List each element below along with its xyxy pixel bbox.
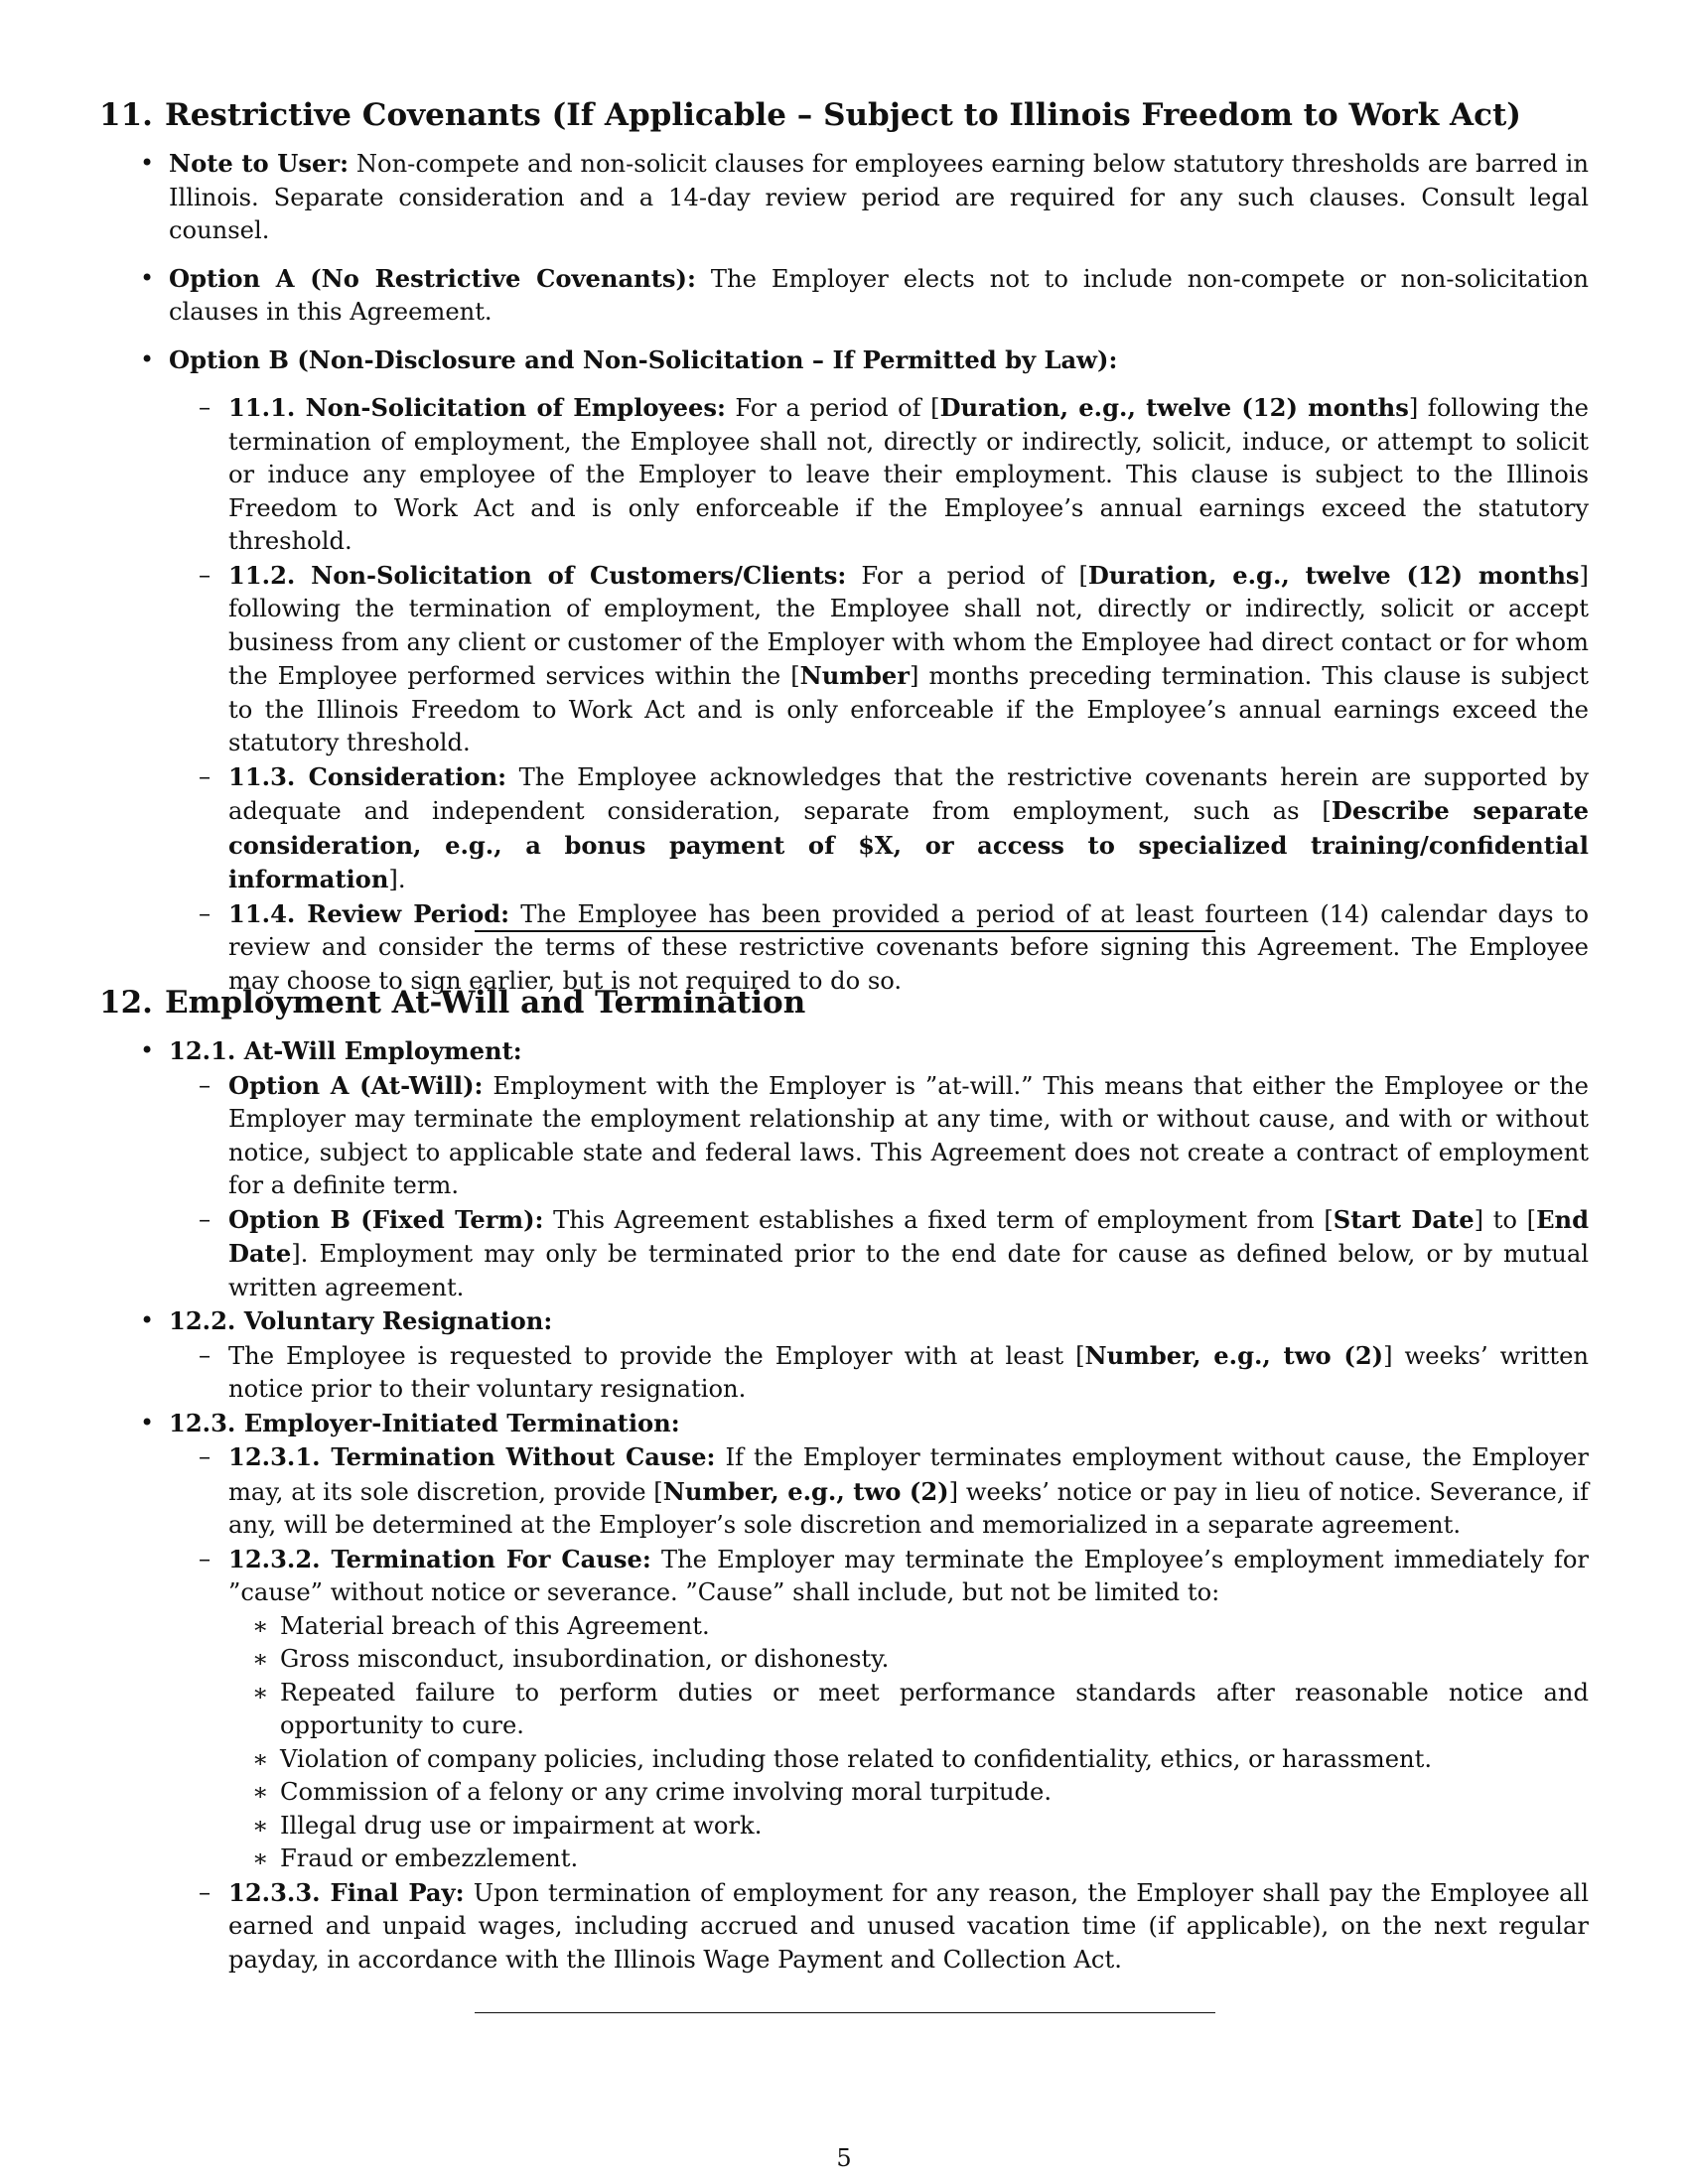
clause-12-3-3-label: 12.3.3. Final Pay: <box>228 1877 465 1907</box>
clause-12-3-1 <box>228 1440 1589 1543</box>
section-11-heading <box>99 95 1589 135</box>
section-11-title: Restrictive Covenants (If Applicable – Subject to Illinois Freedom to Work Act) <box>164 97 1521 133</box>
clause-11-1-label: 11.1. Non-Solicitation of Employees: <box>228 393 726 422</box>
clause-11-2-text-a: For a period of [ <box>846 561 1088 590</box>
clause-11-1-placeholder: Duration, e.g., twelve (12) months <box>939 393 1409 422</box>
option-b-text-c: ]. Employment may only be terminated prior to the end date for cause as defined below, or by mutual written agreement. <box>228 1240 1589 1301</box>
cause-list <box>228 1610 1589 1876</box>
subsection-12-3-items <box>169 1440 1589 1977</box>
clause-11-1-text-b: ] following the termination of employment, the Employee shall not, directly or indirectly, solicit, induce, or attempt to solicit or induce any employee of the Employer to leave their employment. This clause is subject to the Illinois Freedom to Work Act and is only enforceable if the Employee’s annual earnings exceed the statutory threshold. <box>228 394 1589 555</box>
clause-11-1-text-a: For a period of [ <box>725 394 940 422</box>
subsection-12-2 <box>169 1304 1589 1407</box>
clause-11-3-text-a: The Employee acknowledges that the restrictive covenants herein are supported by adequate and independent consideration, separate from employment, such as [ <box>228 762 1589 825</box>
subsection-12-3 <box>169 1407 1589 1978</box>
clause-11-2-placeholder-number: Number <box>799 661 910 690</box>
section-divider <box>475 930 1215 932</box>
option-b-text-a: This Agreement establishes a fixed term of employment from [ <box>543 1205 1334 1234</box>
section-12-list <box>99 1034 1589 1977</box>
clause-11-2-label: 11.2. Non-Solicitation of Customers/Clients: <box>228 560 847 590</box>
section-11-number: 11. <box>99 97 153 133</box>
clause-11-4-text: The Employee has been provided a period of at least fourteen (14) calendar days to review and consider the terms of these restrictive covenants before signing this Agreement. The Employee may choose to sign earlier, but is not required to do so. <box>228 899 1590 995</box>
cause-item: ∗ Violation of company policies, including those related to confidentiality, ethics, or harassment. <box>280 1743 1589 1777</box>
clause-12-3-2-text: The Employer may terminate the Employee’s employment immediately for ”cause” without notice or severance. ”Cause” shall include, but not be limited to: <box>228 1545 1589 1606</box>
option-b-fixed-term-label: Option B (Fixed Term): <box>228 1204 544 1234</box>
option-b-fixed-term <box>228 1203 1589 1305</box>
resignation-placeholder: Number, e.g., two (2) <box>1084 1340 1384 1370</box>
clause-11-3-placeholder: Describe separate consideration, e.g., a bonus payment of $X, or access to specialized training/confidential information <box>228 796 1589 893</box>
subsection-12-3-label: 12.3. Employer-Initiated Termination: <box>169 1408 680 1437</box>
note-to-user <box>169 147 1589 248</box>
clause-12-3-2-label: 12.3.2. Termination For Cause: <box>228 1544 651 1573</box>
option-a-no-covenants <box>169 262 1589 330</box>
cause-item: ∗ Material breach of this Agreement. <box>280 1610 1589 1644</box>
cause-item: ∗ Fraud or embezzlement. <box>280 1843 1589 1876</box>
clause-12-3-1-label: 12.3.1. Termination Without Cause: <box>228 1442 716 1471</box>
section-11-list <box>99 147 1589 998</box>
resignation-text-a: The Employee is requested to provide the Employer with at least [ <box>228 1341 1085 1370</box>
subsection-12-2-items <box>169 1339 1589 1407</box>
end-date-placeholder: End Date <box>228 1204 1589 1268</box>
section-12-heading <box>99 983 1589 1023</box>
option-a-at-will-label: Option A (At-Will): <box>228 1070 484 1100</box>
clause-11-2-placeholder-duration: Duration, e.g., twelve (12) months <box>1087 560 1580 590</box>
clause-12-3-3-text: Upon termination of employment for any reason, the Employer shall pay the Employee all earned and unpaid wages, including accrued and unused vacation time (if applicable), on the next regular payday, in accordance with the Illinois Wage Payment and Collection Act. <box>228 1878 1589 1974</box>
clause-12-3-3 <box>228 1876 1589 1978</box>
clause-12-3-2 <box>228 1543 1589 1876</box>
document-page-section-12 <box>99 983 1589 1977</box>
cause-item: ∗ Repeated failure to perform duties or meet performance standards after reasonable notice and opportunity to cure. <box>280 1677 1589 1743</box>
option-a-text: The Employer elects not to include non-compete or non-solicitation clauses in this Agreement. <box>169 264 1589 326</box>
option-a-at-will <box>228 1069 1589 1203</box>
clause-11-3 <box>228 760 1589 897</box>
option-a-label: Option A (No Restrictive Covenants): <box>169 263 696 293</box>
clause-11-1 <box>228 391 1589 559</box>
note-text: Non-compete and non-solicit clauses for employees earning below statutory thresholds are barred in Illinois. Separate consideration and a 14-day review period are required for any such clauses. Consult legal counsel. <box>169 150 1589 244</box>
option-a-at-will-text: Employment with the Employer is ”at-will.” This means that either the Employee or the Employer may terminate the employment relationship at any time, with or without cause, and with or without notice, subject to applicable state and federal laws. This Agreement does not create a contract of employment for a definite term. <box>228 1071 1589 1199</box>
cause-item: ∗ Illegal drug use or impairment at work. <box>280 1810 1589 1843</box>
clause-12-3-1-text-a: If the Employer terminates employment without cause, the Employer may, at its sole discretion, provide [ <box>228 1443 1589 1506</box>
option-b-non-solicitation <box>169 343 1589 999</box>
document-page <box>99 95 1589 998</box>
clause-12-3-1-text-b: ] weeks’ notice or pay in lieu of notice. Severance, if any, will be determined at the Employer’s sole discretion and memorialized in a separate agreement. <box>228 1477 1589 1539</box>
option-b-text-b: ] to [ <box>1474 1205 1537 1234</box>
subsection-12-1 <box>169 1034 1589 1304</box>
section-12-title: Employment At-Will and Termination <box>164 985 806 1021</box>
option-b-clauses <box>169 391 1589 998</box>
clause-11-3-text-b: ]. <box>388 866 406 893</box>
clause-11-2-text-c: ] months preceding termination. This clause is subject to the Illinois Freedom to Work Act and is only enforceable if the Employee’s annual earnings exceed the statutory threshold. <box>228 662 1589 756</box>
clause-11-3-label: 11.3. Consideration: <box>228 761 507 791</box>
cause-item: ∗ Commission of a felony or any crime involving moral turpitude. <box>280 1776 1589 1810</box>
clause-12-3-1-placeholder: Number, e.g., two (2) <box>662 1476 949 1506</box>
page-number: 5 <box>836 2144 852 2172</box>
note-label: Note to User: <box>169 149 350 178</box>
cause-item: ∗ Gross misconduct, insubordination, or dishonesty. <box>280 1643 1589 1677</box>
resignation-text-b: ] weeks’ written notice prior to their voluntary resignation. <box>228 1341 1589 1403</box>
subsection-12-2-label: 12.2. Voluntary Resignation: <box>169 1306 553 1335</box>
clause-11-2 <box>228 559 1589 760</box>
resignation-notice <box>228 1339 1589 1407</box>
subsection-12-1-label: 12.1. At-Will Employment: <box>169 1036 522 1065</box>
clause-11-4-label: 11.4. Review Period: <box>228 898 510 928</box>
option-b-label: Option B (Non-Disclosure and Non-Solicitation – If Permitted by Law): <box>169 344 1118 374</box>
bottom-divider <box>475 2012 1215 2013</box>
clause-11-2-text-b: ] following the termination of employment, the Employee shall not, directly or indirectly, solicit or accept business from any client or customer of the Employer with whom the Employee had direct contact or for whom the Employee performed services within the [ <box>228 561 1589 690</box>
start-date-placeholder: Start Date <box>1333 1204 1475 1234</box>
section-12-number: 12. <box>99 985 153 1021</box>
subsection-12-1-options <box>169 1069 1589 1305</box>
